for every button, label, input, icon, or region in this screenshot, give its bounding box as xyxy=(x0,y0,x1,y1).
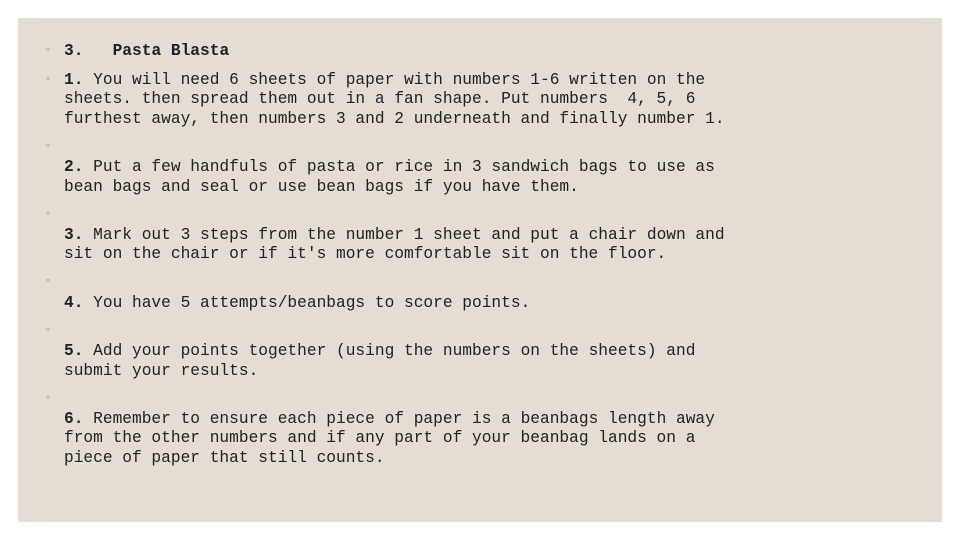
bullet-icon: ◦ xyxy=(45,276,51,288)
heading-title: Pasta Blasta xyxy=(112,42,230,60)
step-number: 6. xyxy=(64,409,84,428)
bullet-icon: ◦ xyxy=(45,208,51,220)
step-number: 1. xyxy=(64,71,84,89)
step-item-6 xyxy=(45,391,925,469)
step-body xyxy=(64,323,925,381)
bullet-icon: ◦ xyxy=(45,140,51,152)
slide-background xyxy=(18,18,942,522)
step-text: You have 5 attempts/beanbags to score points. xyxy=(83,293,531,312)
step-item-4 xyxy=(45,274,925,313)
step-item-5 xyxy=(45,323,925,381)
step-number: 3. xyxy=(64,226,84,244)
step-text: Mark out 3 steps from the number 1 sheet and put a chair down and sit on the chair or if it's more comfortable sit on the floor. xyxy=(64,226,725,264)
step-body xyxy=(64,274,925,313)
heading-number: 3. xyxy=(64,42,84,60)
step-number: 5. xyxy=(64,342,84,361)
step-text: You will need 6 sheets of paper with numbers 1-6 written on the sheets. then spread them out in a fan shape. Put numbers 4, 5, 6 furthest away, then numbers 3 and 2 underneath and finally number 1. xyxy=(64,71,725,128)
step-body xyxy=(64,391,925,469)
bullet-icon: ◦ xyxy=(45,392,51,404)
heading-item xyxy=(45,42,925,61)
step-item-3 xyxy=(45,207,925,265)
step-number: 2. xyxy=(64,158,84,177)
slide-content xyxy=(45,42,925,478)
step-item-1 xyxy=(45,71,925,129)
step-body xyxy=(64,207,925,265)
bullet-icon: ◦ xyxy=(45,324,51,336)
bullet-icon: ◦ xyxy=(45,45,51,56)
step-text: Put a few handfuls of pasta or rice in 3 sandwich bags to use as bean bags and seal or use bean bags if you have them. xyxy=(64,158,715,196)
step-text: Remember to ensure each piece of paper is a beanbags length away from the other numbers and if any part of your beanbag lands on a piece of paper that still counts. xyxy=(64,409,715,467)
step-text: Add your points together (using the numbers on the sheets) and submit your results. xyxy=(64,342,696,380)
bullet-icon: ◦ xyxy=(45,74,51,85)
step-body xyxy=(64,139,925,197)
step-item-2 xyxy=(45,139,925,197)
step-number: 4. xyxy=(64,293,84,312)
